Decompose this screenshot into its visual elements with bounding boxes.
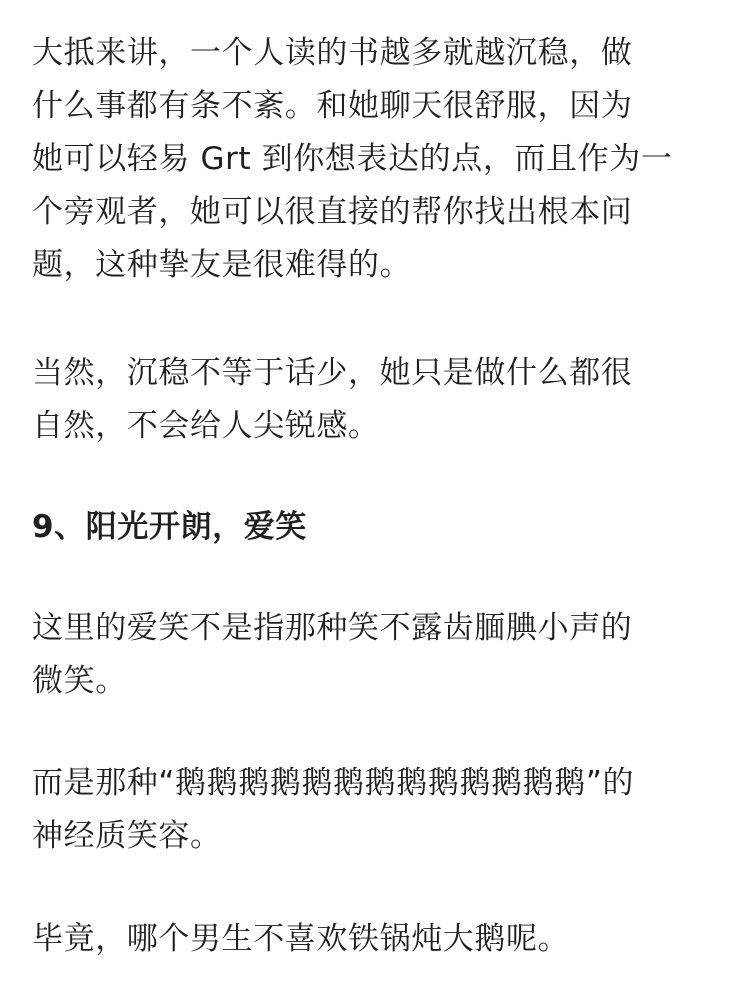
text-line: 个旁观者，她可以很直接的帮你找出根本问 <box>32 194 633 230</box>
text-line: 神经质笑容。 <box>32 818 222 854</box>
text-line: 大抵来讲，一个人读的书越多就越沉稳，做 <box>32 35 633 71</box>
text-line: 题，这种挚友是很难得的。 <box>32 247 412 283</box>
text-line: 当然，沉稳不等于话少，她只是做什么都很 <box>32 355 633 391</box>
text-line: 而是那种“鹅鹅鹅鹅鹅鹅鹅鹅鹅鹅鹅鹅鹅”的 <box>32 765 635 801</box>
text-line: 这里的爱笑不是指那种笑不露齿腼腆小声的 <box>32 610 633 646</box>
paragraph-reading <box>32 27 732 292</box>
heading-text: 9、阳光开朗，爱笑 <box>32 509 307 545</box>
paragraph-laugh <box>32 757 732 863</box>
text-line: 自然，不会给人尖锐感。 <box>32 408 380 444</box>
paragraph-goose <box>32 913 732 966</box>
section-heading <box>32 501 732 554</box>
paragraph-calm <box>32 347 732 453</box>
text-line: 什么事都有条不紊。和她聊天很舒服，因为 <box>32 88 633 124</box>
paragraph-smile <box>32 602 732 708</box>
text-line: 她可以轻易 Grt 到你想表达的点，而且作为一 <box>32 141 673 177</box>
text-line: 微笑。 <box>32 663 127 699</box>
text-line: 毕竟，哪个男生不喜欢铁锅炖大鹅呢。 <box>32 921 570 957</box>
